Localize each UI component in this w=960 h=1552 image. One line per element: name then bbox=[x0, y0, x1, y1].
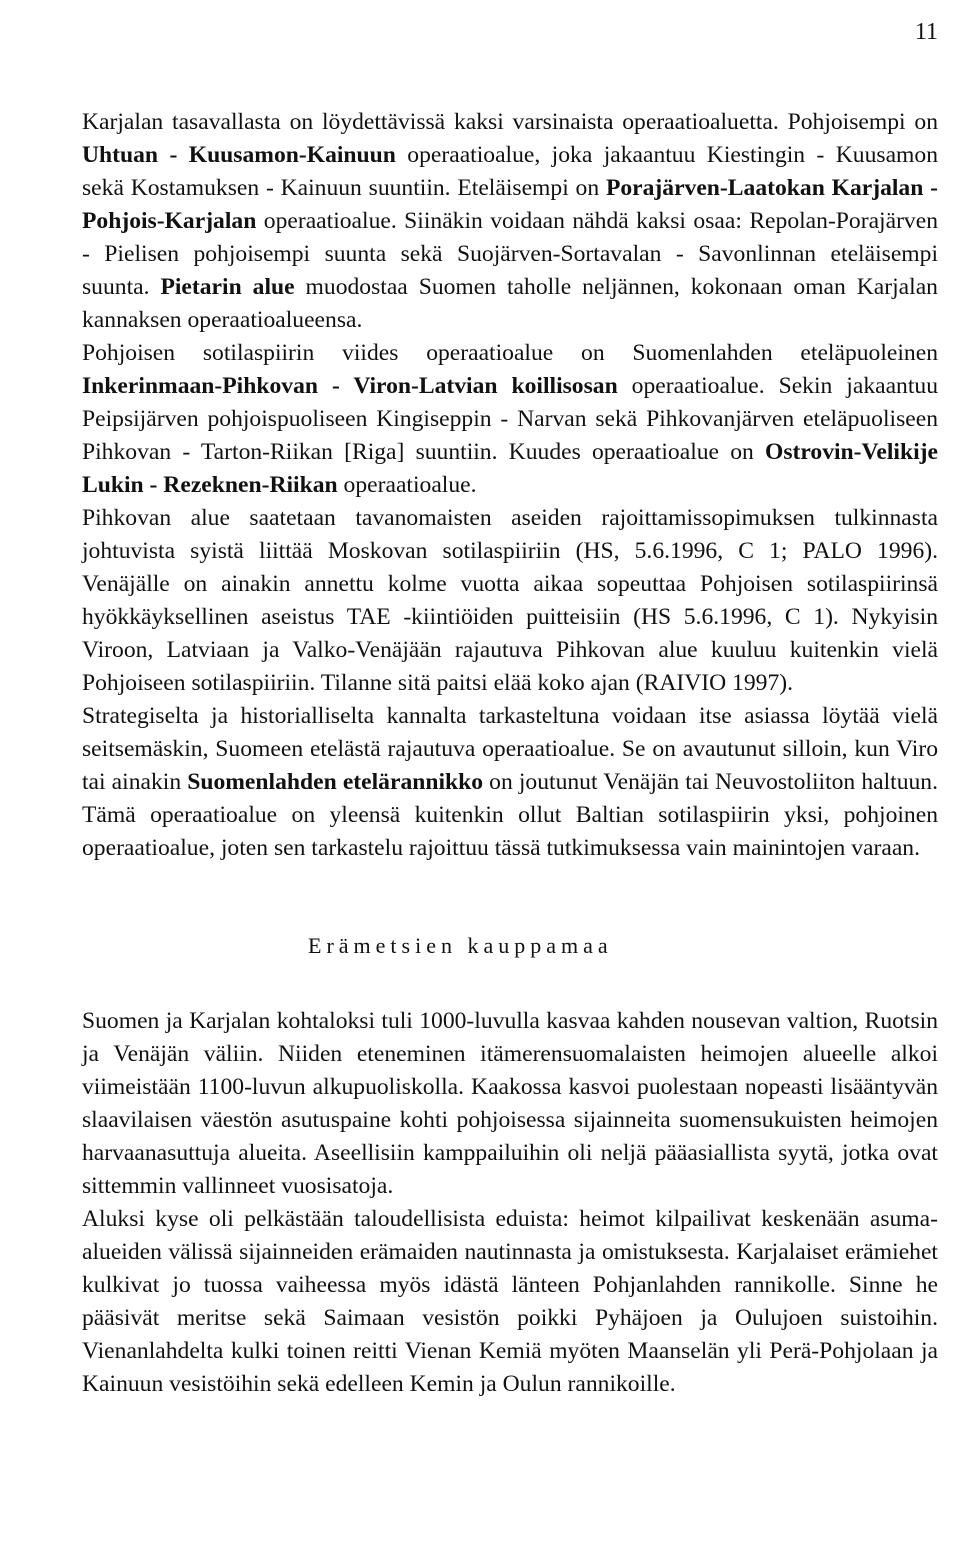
paragraph-economic-interests: Aluksi kyse oli pelkästään taloudellisista eduista: heimot kilpailivat keskenään asuma-alueiden välissä sijainneiden erämaiden nautinnasta ja omistuksesta. Karjalaiset erämiehet kulkivat jo tuossa vaiheessa myös idästä länteen Pohjanlahden rannikolle. Sinne he pääsivät meritse sekä Saimaan vesistön poikki Pyhäjoen ja Oulujoen suistoihin. Vienanlahdelta kulki toinen reitti Vienan Kemiä myöten Maanselän yli Perä-Pohjolaan ja Kainuun vesistöihin sekä edelleen Kemin ja Oulun rannikoille. bbox=[82, 1206, 938, 1397]
paragraph-fifth-operation-area bbox=[82, 337, 938, 502]
text-run: on joutunut Venäjän tai Neuvostoliiton haltuun. Tämä operaatioalue on yleensä kuitenkin ollut Baltian sotilaspiirin yksi, pohjoinen operaatioalue, joten sen tarkastelu rajoittuu tässä tutkimuksessa vain mainintojen varaan. bbox=[82, 769, 938, 861]
text-run: Karjalan tasavallasta on löydettävissä kaksi varsinaista operaatioaluetta. Pohjoisempi on bbox=[82, 109, 938, 135]
bold-term-porajarvi-laatokka: Porajärven-Laatokan Karjalan - Pohjois-Karjalan bbox=[82, 175, 939, 234]
text-run: operaatioalue. Siinäkin voidaan nähdä kaksi osaa: Repolan-Porajärven - Pielisen pohjoisempi suunta sekä Suojärven-Sortavalan - Savonlinnan eteläisempi suunta. bbox=[82, 208, 938, 300]
text-run: muodostaa Suomen taholle neljännen, kokonaan oman Karjalan kannaksen operaatioalueensa. bbox=[82, 274, 938, 333]
bold-term-suomenlahden-etelarannikko: Suomenlahden etelärannikko bbox=[187, 769, 484, 795]
bold-term-inkerinmaa-pihkova: Inkerinmaan-Pihkovan - Viron-Latvian koillisosan bbox=[82, 373, 618, 399]
bold-term-ostrov-velikije-luki: Ostrovin-Velikije Lukin - Rezeknen-Riikan bbox=[82, 439, 938, 498]
paragraph-pihkova-region: Pihkovan alue saatetaan tavanomaisten aseiden rajoittamissopimuksen tulkinnasta johtuvista syistä liittää Moskovan sotilaspiiriin (HS, 5.6.1996, C 1; PALO 1996). Venäjälle on ainakin annettu kolme vuotta aikaa sopeuttaa Pohjoisen sotilaspiirinsä hyökkäyksellinen aseistus TAE -kiintiöiden puitteisiin (HS 5.6.1996, C 1). Nykyisin Viroon, Latviaan ja Valko-Venäjään rajautuva Pihkovan alue kuuluu kuitenkin vielä Pohjoiseen sotilaspiiriin. Tilanne sitä paitsi elää koko ajan (RAIVIO 1997). bbox=[82, 505, 938, 696]
paragraph-fate-of-finland: Suomen ja Karjalan kohtaloksi tuli 1000-luvulla kasvaa kahden nousevan valtion, Ruotsin ja Venäjän väliin. Niiden eteneminen itämerensuomalaisten heimojen alueelle alkoi viimeistään 1100-luvun alkupuoliskolla. Kaakossa kasvoi puolestaan nopeasti lisääntyvän slaavilaisen väestön asutuspaine kohti pohjoisessa sijainneita suomensukuisten heimojen harvaanasuttuja alueita. Aseellisiin kamppailuihin oli neljä pääasiallista syytä, jotka ovat sittemmin vallinneet vuosisatoja. bbox=[82, 1008, 938, 1199]
section-heading: Erämetsien kauppamaa bbox=[308, 933, 613, 958]
text-run: operaatioalue. Sekin jakaantuu Peipsijärven pohjoispuoliseen Kingiseppin - Narvan sekä Pihkovanjärven eteläpuoliseen Pihkovan - Tarton-Riikan [Riga] suuntiin. Kuudes operaatioalue on bbox=[82, 373, 939, 465]
text-run: operaatioalue. bbox=[337, 472, 477, 498]
page-number: 11 bbox=[914, 19, 938, 45]
bold-term-pietari: Pietarin alue bbox=[160, 274, 295, 300]
document-body bbox=[82, 106, 938, 1401]
text-run: operaatioalue, joka jakaantuu Kiestingin - Kuusamon sekä Kostamuksen - Kainuun suuntiin. Eteläisempi on bbox=[82, 142, 938, 201]
text-run: Pohjoisen sotilaspiirin viides operaatioalue on Suomenlahden eteläpuoleinen bbox=[82, 340, 938, 366]
text-run: Strategiselta ja historialliselta kannalta tarkasteltuna voidaan itse asiassa löytää vielä seitsemäskin, Suomeen etelästä rajautuva operaatioalue. Se on avautunut silloin, kun Viro tai ainakin bbox=[82, 703, 938, 795]
bold-term-uhtua-kuusamo-kainuu: Uhtuan - Kuusamon-Kainuun bbox=[82, 142, 396, 168]
paragraph-seventh-operation-area bbox=[82, 700, 938, 865]
paragraph-karelia-operation-areas bbox=[82, 106, 938, 337]
